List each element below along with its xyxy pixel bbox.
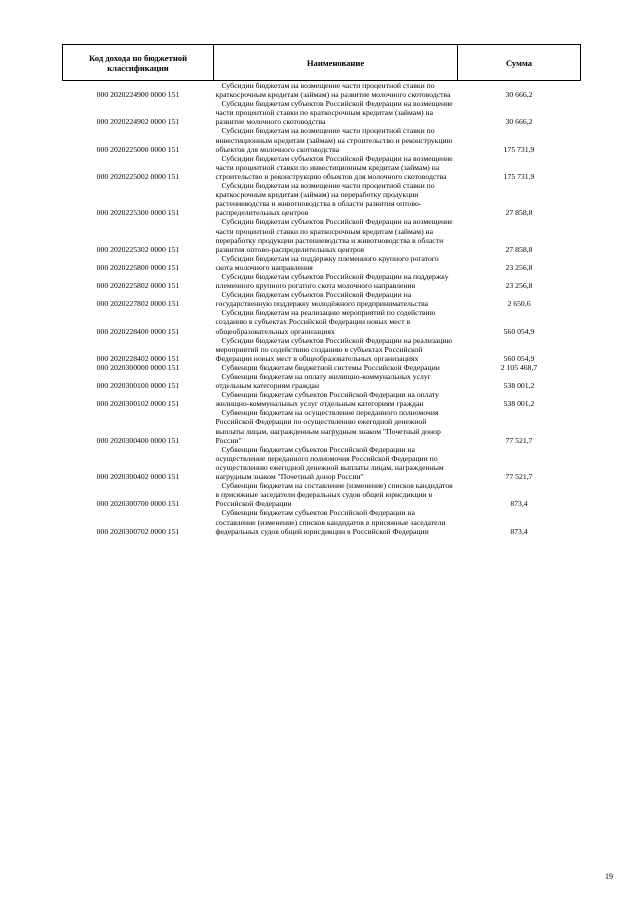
row-name: Субсидии бюджетам субъектов Российской Федерации на поддержку племенного крупного рогатого скота молочного направления <box>215 271 449 291</box>
row-name: Субвенции бюджетам субъектов Российской Федерации на осуществление переданного полномочия Российской Федерации по осуществлению ежегодной денежной выплаты лицам, награжденным нагрудным знаком "Почетный донор России" <box>215 444 444 482</box>
row-code: 000 2020227802 0000 151 <box>96 299 180 309</box>
row-sum: 538 001,2 <box>503 399 535 409</box>
row-sum: 175 731,9 <box>503 171 535 181</box>
row-name: Субсидии бюджетам субъектов Российской Федерации на возмещение части процентной ставки по краткосрочным кредитам (займам) на переработку продукции растениеводства и животноводства в области развития оптово-распределительных центров <box>215 217 453 254</box>
row-sum: 30 666,2 <box>505 90 533 100</box>
row-name: Субвенции бюджетам на оплату жилищно-коммунальных услуг отдельным категориям граждан <box>215 372 431 391</box>
row-sum: 2 105 468,7 <box>500 362 538 372</box>
page-number: 19 <box>605 872 613 881</box>
header-sum: Сумма <box>458 45 581 81</box>
row-code: 000 2020225300 0000 151 <box>96 208 180 218</box>
row-code: 000 2020228402 0000 151 <box>96 353 180 363</box>
row-sum: 30 666,2 <box>505 117 533 127</box>
row-code: 000 2020225000 0000 151 <box>96 144 180 154</box>
row-name: Субсидии бюджетам на реализацию мероприятий по содействию созданию в субъектах Российской Федерации новых мест в общеобразовательных организациях <box>215 308 436 336</box>
row-sum: 175 731,9 <box>503 144 535 154</box>
table-row <box>63 336 581 363</box>
table-row <box>63 372 581 390</box>
row-code: 000 2020228400 0000 151 <box>96 326 180 336</box>
table-row <box>63 81 581 100</box>
row-sum: 77 521,7 <box>505 435 533 445</box>
table-row <box>63 308 581 335</box>
row-name: Субсидии бюджетам субъектов Российской Федерации на возмещение части процентной ставки по инвестиционным кредитам (займам) на строительство и реконструкцию объектов для молочного скотоводства <box>215 153 453 181</box>
row-sum: 538 001,2 <box>503 381 535 391</box>
row-sum: 560 054,9 <box>503 326 535 336</box>
table-row <box>63 272 581 290</box>
row-name: Субвенции бюджетам бюджетной системы Российской Федерации <box>221 362 440 372</box>
row-name: Субвенции бюджетам на осуществление переданного полномочия Российской Федерации по осуществлению ежегодной денежной выплаты лицам, награжденным нагрудным знаком "Почетный донор России" <box>215 408 441 445</box>
row-name: Субсидии бюджетам субъектов Российской Федерации на реализацию мероприятий по содействию созданию в субъектах Российской Федерации новых мест в общеобразовательных организациях <box>215 335 453 363</box>
row-name: Субсидии бюджетам на возмещение части процентной ставки по краткосрочным кредитам (займам) на развитие молочного скотоводства <box>215 81 451 100</box>
row-sum: 27 858,8 <box>505 208 533 218</box>
table-row <box>63 99 581 126</box>
table-row <box>63 181 581 217</box>
row-sum: 560 054,9 <box>503 353 535 363</box>
row-code: 000 2020300700 0000 151 <box>96 499 180 509</box>
row-name: Субсидии бюджетам субъектов Российской Федерации на возмещение части процентной ставки по краткосрочным кредитам (займам) на развитие молочного скотоводства <box>215 99 453 127</box>
table-row <box>63 445 581 481</box>
row-code: 000 2020225302 0000 151 <box>96 244 180 254</box>
row-name: Субвенции бюджетам субъектов Российской Федерации на оплату жилищно-коммунальных услуг отдельным категориям граждан <box>215 390 439 409</box>
row-sum: 27 858,8 <box>505 244 533 254</box>
row-sum: 873,4 <box>510 526 528 536</box>
table-row <box>63 254 581 272</box>
table-header-row <box>63 45 581 81</box>
row-code: 000 2020300400 0000 151 <box>96 435 180 445</box>
table-row <box>63 508 581 535</box>
row-sum: 23 256,8 <box>505 281 533 291</box>
row-code: 000 2020300702 0000 151 <box>96 526 180 536</box>
table-row <box>63 390 581 408</box>
row-code: 000 2020300100 0000 151 <box>96 381 180 391</box>
row-code: 000 2020300000 0000 151 <box>96 362 180 372</box>
row-code: 000 2020225002 0000 151 <box>96 171 180 181</box>
row-code: 000 2020225802 0000 151 <box>96 281 180 291</box>
table-row <box>63 408 581 444</box>
row-name: Субвенции бюджетам на составление (изменение) списков кандидатов в присяжные заседатели федеральных судов общей юрисдикции в Российской Федерации <box>215 481 453 509</box>
budget-revenue-table <box>62 44 581 536</box>
row-code: 000 2020300102 0000 151 <box>96 399 180 409</box>
row-name: Субсидии бюджетам на возмещение части процентной ставки по инвестиционным кредитам (займам) на строительство и реконструкцию объектов для молочного скотоводства <box>215 126 453 154</box>
row-name: Субсидии бюджетам на поддержку племенного крупного рогатого скота молочного направления <box>215 253 439 272</box>
table-row <box>63 154 581 181</box>
row-sum: 23 256,8 <box>505 262 533 272</box>
row-sum: 77 521,7 <box>505 472 533 482</box>
row-code: 000 2020300402 0000 151 <box>96 472 180 482</box>
table-row <box>63 217 581 253</box>
row-code: 000 2020224900 0000 151 <box>96 90 180 100</box>
row-name: Субсидии бюджетам субъектов Российской Федерации на государственную поддержку молодёжного предпринимательства <box>215 290 429 309</box>
table-row <box>63 290 581 308</box>
table-row <box>63 126 581 153</box>
row-name: Субвенции бюджетам субъектов Российской Федерации на составление (изменение) списков кандидатов в присяжные заседатели федеральных судов общей юрисдикции в Российской Федерации <box>215 508 446 536</box>
header-name: Наименование <box>214 45 458 81</box>
row-code: 000 2020224902 0000 151 <box>96 117 180 127</box>
row-sum: 2 650,6 <box>507 299 531 309</box>
row-sum: 873,4 <box>510 499 528 509</box>
row-name: Субсидии бюджетам на возмещение части процентной ставки по краткосрочным кредитам (займам) на переработку продукции растениеводства и животноводства в области развития оптово-распределительных центров <box>215 181 435 218</box>
row-code: 000 2020225800 0000 151 <box>96 262 180 272</box>
table-row <box>63 363 581 372</box>
table-row <box>63 481 581 508</box>
header-code: Код дохода по бюджетной классификации <box>63 45 214 81</box>
